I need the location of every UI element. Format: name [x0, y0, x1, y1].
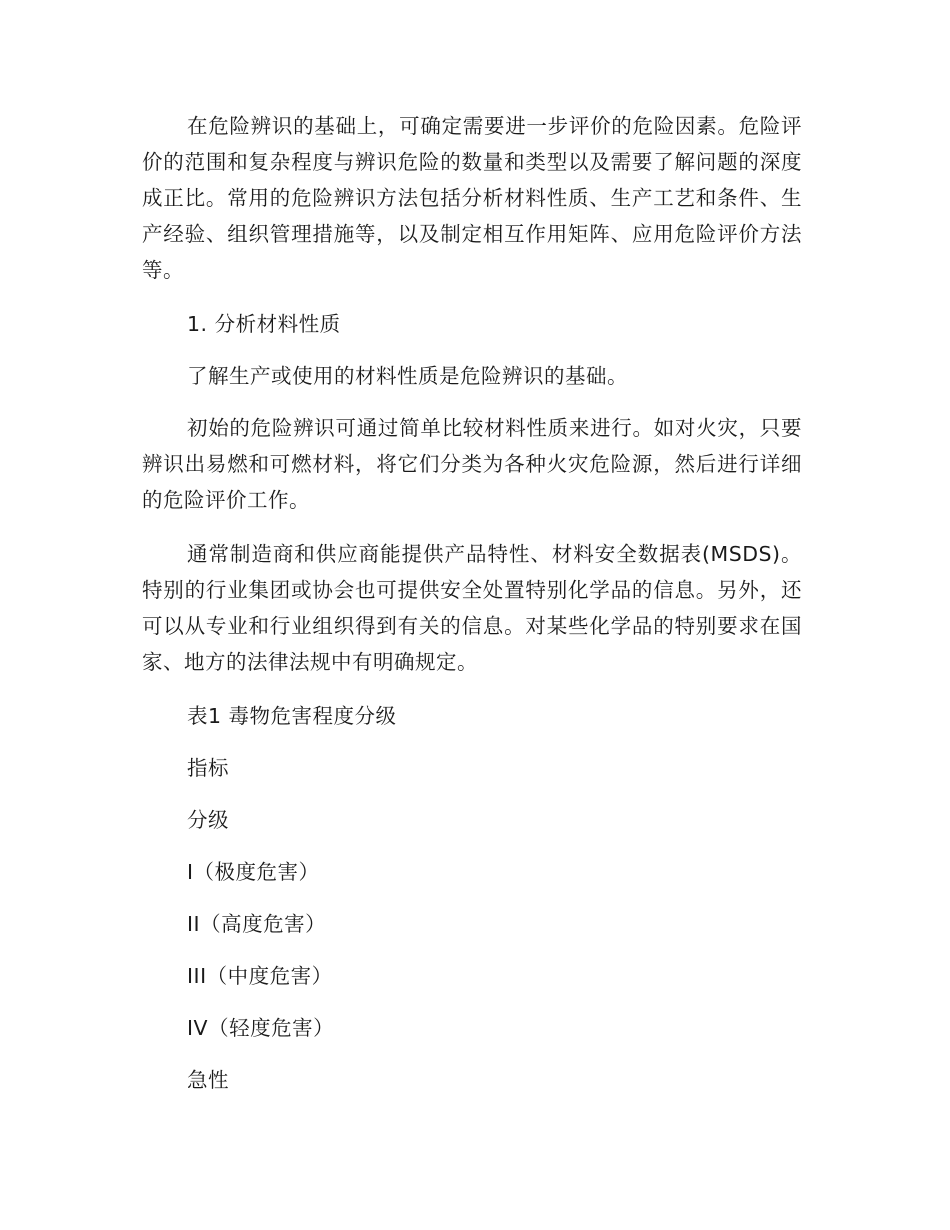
table-grade-4: IV（轻度危害） [187, 1016, 335, 1040]
suppliers-paragraph: 通常制造商和供应商能提供产品特性、材料安全数据表(MSDS)。特别的行业集团或协会也可提供安全处置特别化学品的信息。另外，还可以从专业和行业组织得到有关的信息。对某些化学品的特别要求在国家、地方的法律法规中有明确规定。 [142, 542, 802, 674]
table-header-grade: 分级 [187, 808, 229, 832]
intro-paragraph: 在危险辨识的基础上，可确定需要进一步评价的危险因素。危险评价的范围和复杂程度与辨识危险的数量和类型以及需要了解问题的深度成正比。常用的危险辨识方法包括分析材料性质、生产工艺和条件、生产经验、组织管理措施等，以及制定相互作用矩阵、应用危险评价方法等。 [142, 114, 802, 282]
table-grade-2: II（高度危害） [187, 912, 327, 936]
initial-identification-paragraph: 初始的危险辨识可通过简单比较材料性质来进行。如对火灾，只要辨识出易燃和可燃材料，将它们分类为各种火灾危险源，然后进行详细的危险评价工作。 [142, 416, 802, 512]
table-grade-1: I（极度危害） [187, 860, 320, 884]
table-grade-3: III（中度危害） [187, 964, 333, 988]
basis-paragraph: 了解生产或使用的材料性质是危险辨识的基础。 [187, 364, 628, 388]
section-heading: 1. 分析材料性质 [187, 312, 341, 336]
table-row-acute-label: 急性 [187, 1068, 229, 1092]
table-caption: 表1 毒物危害程度分级 [187, 704, 397, 728]
table-header-indicator: 指标 [187, 756, 229, 780]
document-body [142, 108, 802, 1114]
